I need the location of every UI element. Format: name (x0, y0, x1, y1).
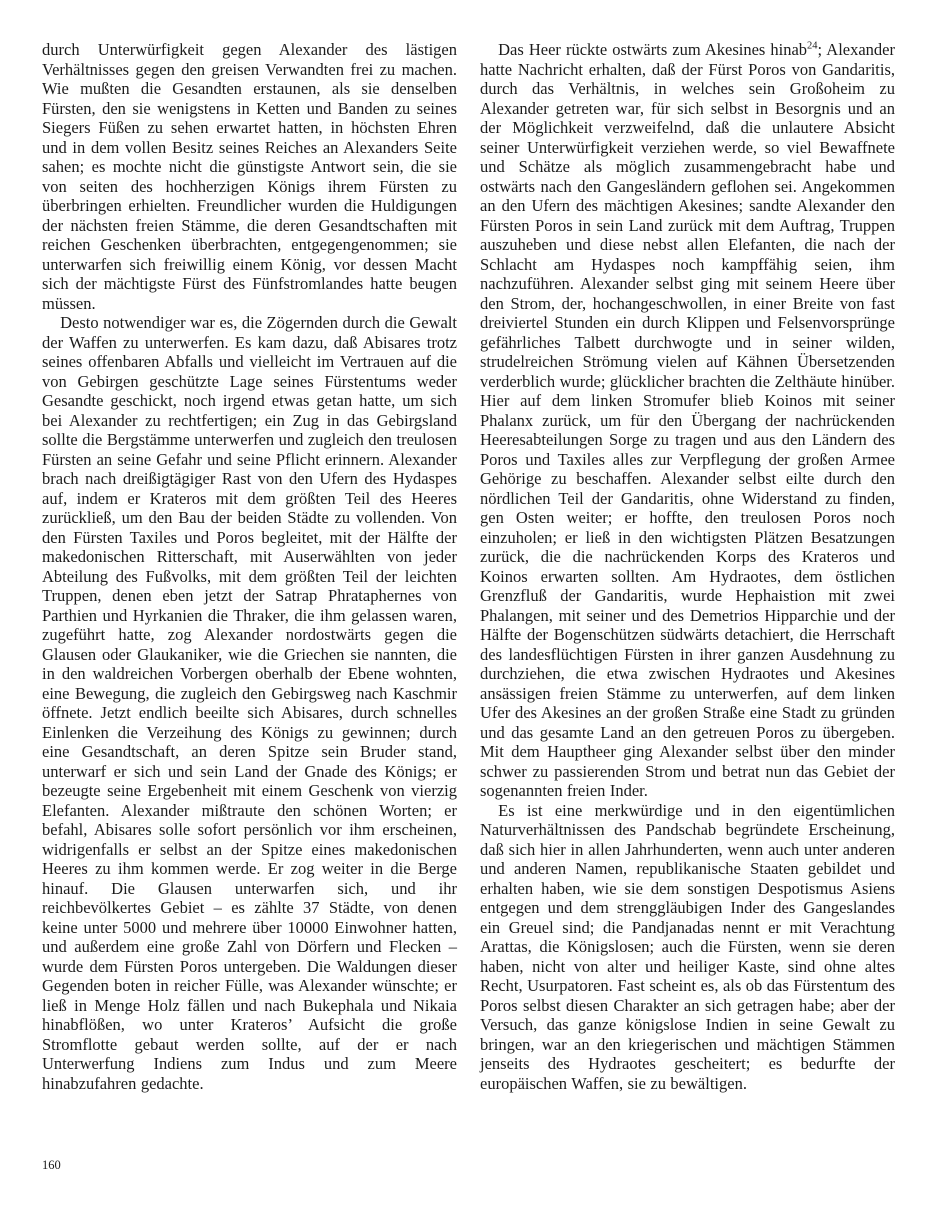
footnote-marker: 24 (807, 40, 818, 52)
paragraph-text: ; Alexander hatte Nachricht erhalten, daß der Fürst Poros von Gandaritis, durch das Verhältnis, in welches sein Großoheim zu Alexander getreten war, für sich selbst in Besorgnis und an der Möglichkeit verzweifelnd, daß die unlautere Absicht seiner Unterwürfigkeit verziehen werde, so viel Bewaffnete und Schätze als möglich zusammengebracht habe und ostwärts nach den Gangesländern geflohen sei. Angekommen an den Ufern des mächtigen Akesines; sandte Alexander den Fürsten Poros in sein Land zurück mit dem Auftrag, Truppen auszuheben und diese nebst allen Elefanten, die nach der Schlacht am Hydaspes noch kampffähig seien, ihm nachzuführen. Alexander selbst ging mit seinem Heere über den Strom, der, hochangeschwollen, in einer Breite von fast dreiviertel Stunden ein durch Klippen und Felsenvorsprünge gefährliches Talbett durchwogte und in seiner wilden, strudelreichen Strömung vielen auf Kähnen Übersetzenden verderblich wurde; glücklicher brachten die Zelthäute hinüber. Hier auf dem linken Stromufer blieb Koinos mit seiner Phalanx zurück, um für den Übergang der nachrückenden Heeresabteilungen Sorge zu tragen und aus den Ländern des Poros und Taxiles alles zur Verpflegung der großen Armee Gehörige zu beschaffen. Alexander selbst eilte durch den nördlichen Teil der Gandaritis, ohne Widerstand zu finden, gen Osten weiter; er hoffte, den treulosen Poros noch einzuholen; er ließ in den wichtigsten Plätzen Besatzungen zurück, die die nachrückenden Korps des Krateros und Koinos erwarten sollten. Am Hydraotes, dem östlichen Grenzfluß der Gandaritis, wurde Hephaistion mit zwei Phalangen, mit seiner und des Demetrios Hipparchie und der Hälfte der Bogenschützen südwärts detachiert, die Herrschaft des landesflüchtigen Fürsten in ihrer ganzen Ausdehnung zu durchziehen, die etwa zwischen Hydraotes und Akesines ansässigen freien Stämme zu unterwerfen, auf dem linken Ufer des Akesines an der großen Straße eine Stadt zu gründen und das gesamte Land an den getreuen Poros zu übergeben. Mit dem Hauptheer ging Alexander selbst über den minder schwer zu passierenden Strom und betrat nun das Gebiet der sogenannten freien Inder. (480, 40, 895, 800)
paragraph: Es ist eine merkwürdige und in den eigentümlichen Naturverhältnissen des Pandschab begründete Erscheinung, daß sich hier in allen Jahrhunderten, wenn auch unter anderen und anderen Namen, republikanische Staaten gebildet und erhalten haben, wie sie dem sonstigen Despotismus Asiens entgegen und dem strenggläubigen Inder des Gangeslandes ein Greuel sind; die Pandjanadas nennt er mit Verachtung Arattas, die Königslosen; auch die Fürsten, wenn sie deren haben, nicht von alter und heiliger Kaste, sind ohne altes Recht, Usurpatoren. Fast scheint es, als ob das Fürstentum des Poros selbst diesen Charakter an sich getragen habe; aber der Versuch, das ganze königslose Indien in seine Gewalt zu bringen, war an den kriegerischen und mächtigen Stämmen jenseits des Hydraotes gescheitert; es bedurfte der europäischen Waffen, sie zu bewältigen. (480, 800, 895, 1093)
page-number: 160 (42, 1158, 61, 1172)
paragraph-with-footnote (480, 40, 895, 801)
text-column-right (480, 40, 895, 1093)
paragraph: Desto notwendiger war es, die Zögernden durch die Gewalt der Waffen zu unterwerfen. Es kam dazu, daß Abisares trotz seines offenbaren Abfalls und vielleicht im Vertrauen auf die von Gebirgen geschützte Lage seines Fürstentums weder Gesandte geschickt, noch irgend etwas getan hatte, um sich bei Alexander zu rechtfertigen; ein Zug in das Gebirgsland sollte die Bergstämme unterwerfen und zugleich den treulosen Fürsten an seine Gefahr und seine Pflicht erinnern. Alexander brach nach dreißigtägiger Rast von den Ufern des Hydaspes auf, indem er Krateros mit dem größten Teil des Heeres zurückließ, um den Bau der beiden Städte zu vollenden. Von den Fürsten Taxiles und Poros begleitet, mit der Hälfte der makedonischen Ritterschaft, mit Auserwählten von jeder Abteilung des Fußvolks, mit dem größten Teil der leichten Truppen, denen eben jetzt der Satrap Phrataphernes von Parthien und Hyrkanien die Thraker, die ihm gelassen waren, zugeführt hatte, zog Alexander nordostwärts gegen die Glausen oder Glaukaniker, wie die Griechen sie nannten, die in den waldreichen Vorbergen oberhalb der Ebene wohnten, eine Bewegung, die zugleich den Gebirgsweg nach Kaschmir öffnete. Jetzt endlich beeilte sich Abisares, durch schnelles Einlenken die Verzeihung des Königs zu gewinnen; durch eine Gesandtschaft, an deren Spitze sein Bruder stand, unterwarf er sich und sein Land der Gnade des Königs; er bezeugte seine Ergebenheit mit einem Geschenk von vierzig Elefanten. Alexander mißtraute den schönen Worten; er befahl, Abisares solle sofort persönlich vor ihm erscheinen, widrigenfalls er selbst an der Spitze eines makedonischen Heeres zu ihm kommen werde. Er zog weiter in die Berge hinauf. Die Glausen unterwarfen sich, und ihr reichbevölkertes Gebiet – es zählte 37 Städte, von denen keine unter 5000 und mehrere über 10000 Einwohner hatten, und außerdem eine große Zahl von Dörfern und Flecken – wurde dem Fürsten Poros untergeben. Die Waldungen dieser Gegenden boten in reicher Fülle, was Alexander wünschte; er ließ in Menge Holz fällen und nach Bukephala und Nikaia hinabflößen, wo unter Krateros’ Aufsicht die große Stromflotte gebaut werden sollte, auf der er nach Unterwerfung Indiens zum Indus und zum Meere hinabzufahren gedachte. (42, 313, 457, 1093)
two-column-text-block (42, 40, 895, 1093)
paragraph-text: Das Heer rückte ostwärts zum Akesines hinab (498, 40, 808, 59)
paragraph-continued: durch Unterwürfigkeit gegen Alexander des lästigen Verhältnisses gegen den greisen Verwandten frei zu machen. Wie mußten die Gesandten erstaunen, als sie denselben Fürsten, den sie wenigstens in Ketten und Banden zu seines Siegers Füßen zu sehen erwartet hatten, in höchsten Ehren und in dem vollen Besitz seines Reiches an Alexanders Seite sahen; es mochte nicht die günstigste Antwort sein, die sie von seiten des hochherzigen Königs ihrem Fürsten zu überbringen erhielten. Freundlicher wurden die Huldigungen der nächsten freien Stämme, die deren Gesandtschaften mit reichen Geschenken überbrachten, entgegengenommen; sie unterwarfen sich freiwillig einem König, vor dessen Macht sich der mächtigste Fürst des Fünfstromlandes hatte beugen müssen. (42, 40, 457, 313)
text-column-left (42, 40, 457, 1093)
